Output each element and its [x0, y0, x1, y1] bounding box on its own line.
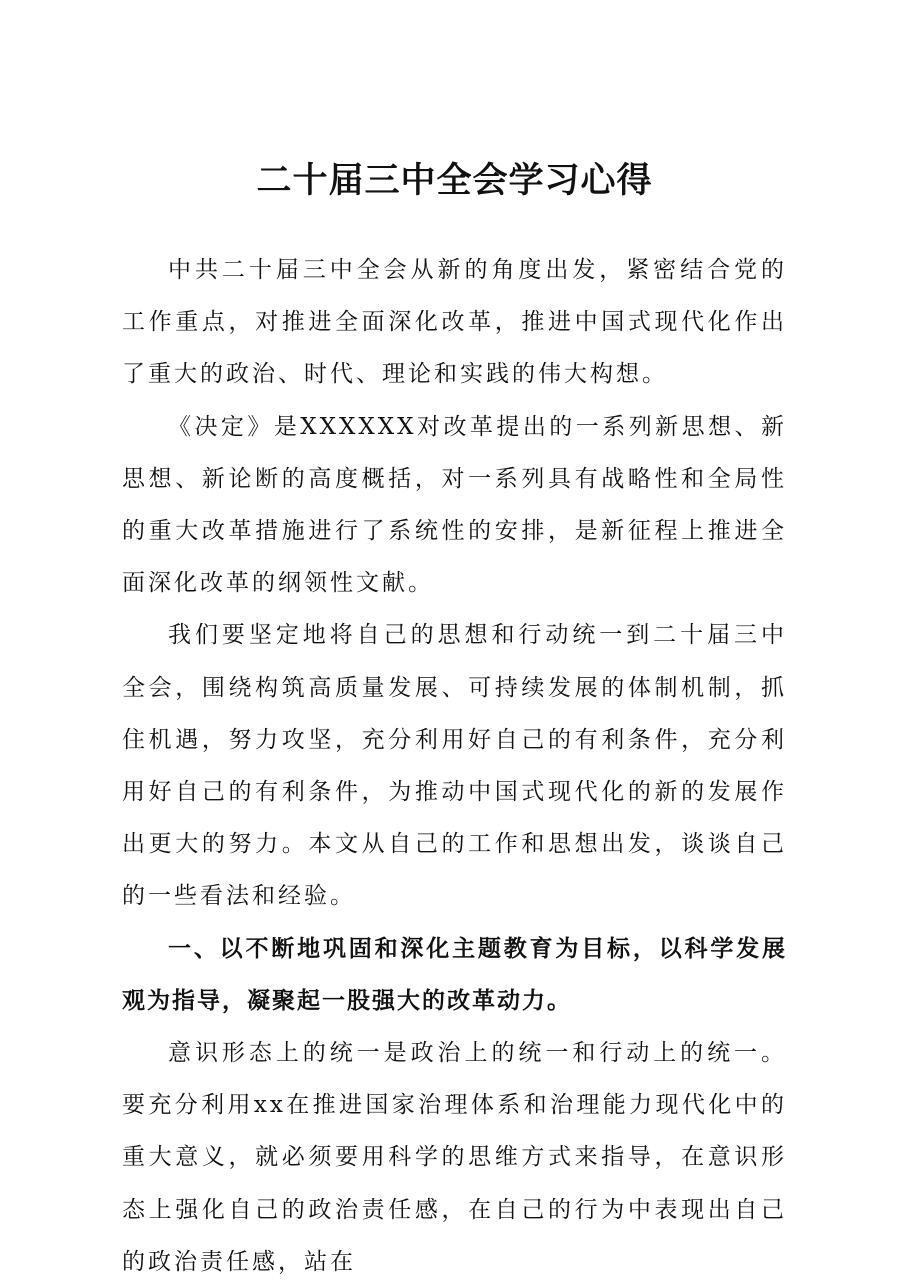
section-heading-1: 一、以不断地巩固和深化主题教育为目标，以科学发展观为指导，凝聚起一股强大的改革动力。	[122, 935, 787, 1014]
paragraph-intro: 中共二十届三中全会从新的角度出发，紧密结合党的工作重点，对推进全面深化改革，推进中国式现代化作出了重大的政治、时代、理论和实践的伟大构想。	[122, 257, 787, 388]
document-body	[122, 244, 787, 1288]
paragraph-decision: 《决定》是XXXXXX对改革提出的一系列新思想、新思想、新论断的高度概括，对一系列具有战略性和全局性的重大改革措施进行了系统性的安排，是新征程上推进全面深化改革的纲领性文献。	[122, 413, 787, 597]
paragraph-ideology: 意识形态上的统一是政治上的统一和行动上的统一。要充分利用xx在推进国家治理体系和治理能力现代化中的重大意义，就必须要用科学的思维方式来指导，在意识形态上强化自己的政治责任感，在自己的行为中表现出自己的政治责任感，站在	[122, 1040, 787, 1275]
paragraph-commitment: 我们要坚定地将自己的思想和行动统一到二十届三中全会，围绕构筑高质量发展、可持续发展的体制机制，抓住机遇，努力攻坚，充分利用好自己的有利条件，充分利用好自己的有利条件，为推动中国式现代化的新的发展作出更大的努力。本文从自己的工作和思想出发，谈谈自己的一些看法和经验。	[122, 622, 787, 910]
document-title: 二十届三中全会学习心得	[256, 160, 653, 201]
